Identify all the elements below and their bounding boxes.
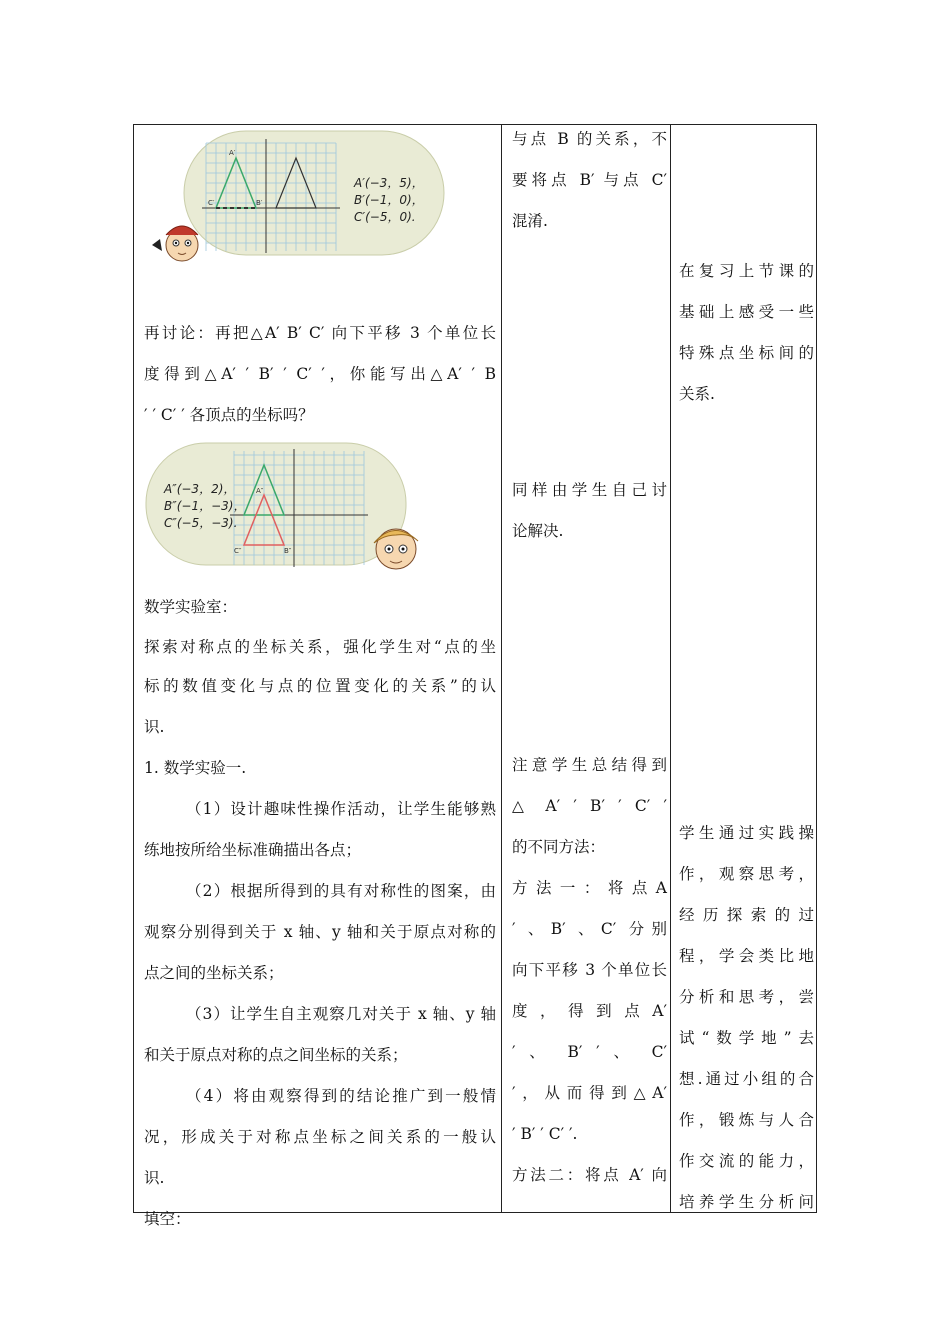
- fill-blank-label: 填空：: [144, 1210, 191, 1228]
- column-divider: [670, 125, 671, 1212]
- translation-figure-1: [144, 127, 484, 277]
- note-line: 度 ， 得 到 点 A′: [512, 1002, 667, 1020]
- note-line: 论解决.: [512, 522, 564, 540]
- intent-line: 试“数学地”去: [679, 1029, 814, 1047]
- note-line: △ A′ ′ B′ ′ C′ ′: [512, 797, 667, 815]
- step-line: 点之间的坐标关系；: [144, 964, 284, 982]
- coord-label: A″(−3，2)，: [164, 482, 236, 496]
- discussion-line: ′ ′ C′ ′ 各顶点的坐标吗？: [144, 406, 314, 424]
- note-line: ′ 、B′ 、C′ 分别: [512, 920, 667, 938]
- intent-line: 想.通过小组的合: [679, 1070, 814, 1088]
- intent-line: 分析和思考，尝: [679, 988, 814, 1006]
- intent-line: 作交流的能力，: [679, 1152, 814, 1170]
- lab-intro-line: 标的数值变化与点的位置变化的关系”的认: [144, 677, 496, 695]
- vertex-label: B′: [256, 199, 263, 207]
- note-line: 要将点 B′ 与点 C′: [512, 171, 667, 189]
- intent-line: 经 历 探 索 的 过: [679, 906, 814, 924]
- step-line: （3）让学生自主观察几对关于 x 轴、y 轴: [186, 1005, 496, 1023]
- coord-label: B′(−1，0)，: [354, 193, 424, 207]
- vertex-label: B″: [284, 547, 292, 555]
- step-line: （1）设计趣味性操作活动，让学生能够熟: [186, 800, 496, 818]
- lab-title: 数学实验室：: [144, 598, 238, 616]
- step-line: 识.: [144, 1169, 165, 1187]
- coord-label: A′(−3，5)，: [354, 176, 424, 190]
- note-line: 混淆.: [512, 212, 548, 230]
- discussion-line: 再讨论：再把△A′ B′ C′ 向下平移 3 个单位长: [144, 324, 496, 342]
- discussion-line: 度得到△A′ ′ B′ ′ C′ ′，你能写出△A′ ′ B: [144, 365, 496, 383]
- step-line: 观察分别得到关于 x 轴、y 轴和关于原点对称的: [144, 923, 496, 941]
- cartoon-face-icon: [152, 226, 198, 261]
- step-line: （4）将由观察得到的结论推广到一般情: [186, 1087, 496, 1105]
- intent-line: 作，锻炼与人合: [679, 1111, 814, 1129]
- note-line: 与点 B 的关系，不: [512, 130, 667, 148]
- coord-label: C′(−5，0).: [354, 210, 416, 224]
- note-line: 注意学生总结得到: [512, 756, 667, 774]
- note-line: 方法二：将点 A′ 向: [512, 1166, 667, 1184]
- note-line: ′ B′ ′ C′ ′.: [512, 1125, 578, 1143]
- note-line: 方 法 一 ： 将 点 A: [512, 879, 667, 897]
- intent-line: 基础上感受一些: [679, 303, 814, 321]
- coord-label: C″(−5，−3).: [164, 516, 238, 530]
- translation-figure-2: [144, 441, 496, 581]
- step-line: 和关于原点对称的点之间坐标的关系；: [144, 1046, 408, 1064]
- vertex-label: A′: [229, 149, 236, 157]
- note-line: 向下平移 3 个单位长: [512, 961, 667, 979]
- lab-intro-line: 探索对称点的坐标关系，强化学生对“点的坐: [144, 638, 496, 656]
- vertex-label: A″: [256, 487, 264, 495]
- note-line: ′，从而得到△A′: [512, 1084, 667, 1102]
- vertex-label: C′: [208, 199, 215, 207]
- column-divider: [501, 125, 502, 1212]
- step-line: 况，形成关于对称点坐标之间关系的一般认: [144, 1128, 496, 1146]
- coord-label: B″(−1，−3)，: [164, 499, 246, 513]
- vertex-label: C″: [234, 547, 242, 555]
- experiment-title: 1. 数学实验一.: [144, 759, 247, 777]
- step-line: （2）根据所得到的具有对称性的图案，由: [186, 882, 496, 900]
- intent-line: 关系.: [679, 385, 715, 403]
- step-line: 练地按所给坐标准确描出各点；: [144, 841, 362, 859]
- lesson-table: [133, 124, 817, 1228]
- intent-line: 培养学生分析问: [679, 1193, 814, 1211]
- note-line: 同样由学生自己讨: [512, 481, 667, 499]
- intent-line: 特殊点坐标间的: [679, 344, 814, 362]
- intent-line: 作，观察思考，: [679, 865, 814, 883]
- intent-line: 程，学会类比地: [679, 947, 814, 965]
- intent-line: 学生通过实践操: [679, 824, 814, 842]
- intent-line: 在复习上节课的: [679, 262, 814, 280]
- lab-intro-line: 识.: [144, 718, 165, 736]
- note-line: 的不同方法：: [512, 838, 606, 856]
- note-line: ′ 、 B′ ′ 、 C′: [512, 1043, 667, 1061]
